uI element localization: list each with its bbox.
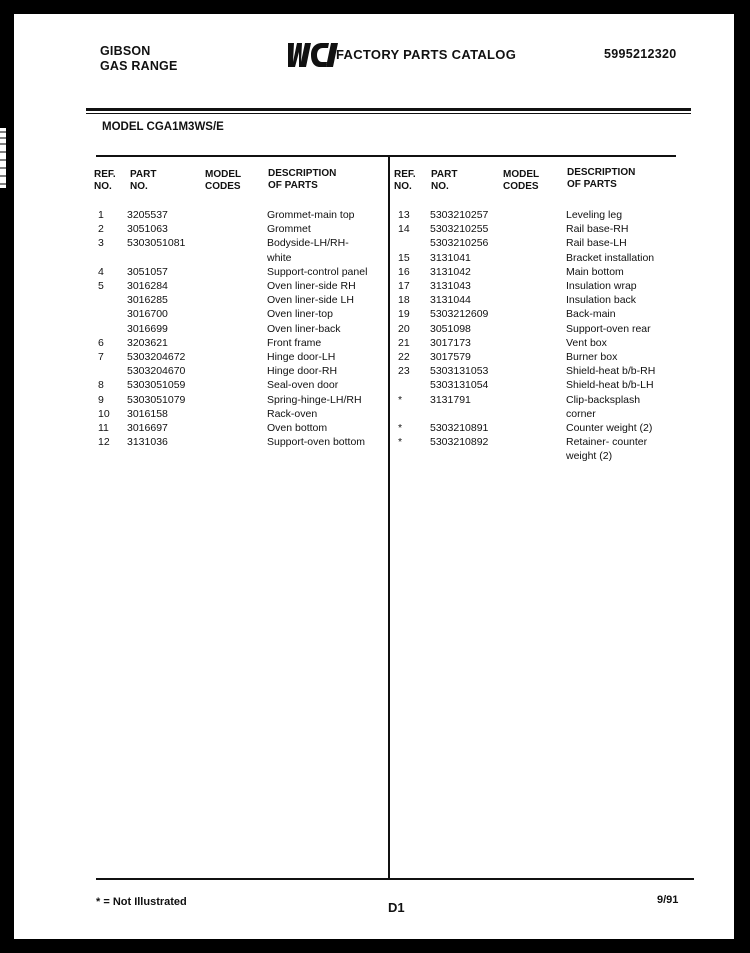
- part-number: 5303051059: [127, 379, 186, 392]
- binding-strip: [0, 128, 6, 188]
- part-description: corner: [566, 407, 596, 420]
- ref-number: 5: [98, 280, 104, 292]
- header-model-codes: MODEL CODES: [205, 169, 242, 192]
- part-description: weight (2): [566, 450, 613, 463]
- part-number: 5303210257: [430, 209, 489, 221]
- part-number: 3051057: [127, 265, 168, 278]
- part-description: Rail base-RH: [566, 223, 629, 236]
- header-model-codes-right: MODEL CODES: [503, 169, 540, 192]
- part-description: Support-oven rear: [566, 322, 651, 335]
- ref-number: *: [398, 436, 403, 449]
- ref-number: 22: [398, 351, 410, 363]
- svg-text:WCI: WCI: [282, 40, 284, 41]
- part-description: Burner box: [566, 351, 618, 363]
- part-number: 3051063: [127, 223, 168, 236]
- ref-number: 16: [398, 265, 410, 278]
- product-type: GAS RANGE: [100, 59, 178, 73]
- not-illustrated-note: * = Not Illustrated: [96, 896, 187, 908]
- part-number: 3016285: [127, 294, 168, 307]
- catalog-number: 5995212320: [604, 47, 677, 61]
- ref-number: 23: [398, 365, 410, 378]
- part-description: white: [267, 251, 292, 264]
- part-description: Shield-heat b/b-LH: [566, 379, 654, 392]
- part-description: Bodyside-LH/RH-: [267, 237, 349, 250]
- ref-number: 1: [98, 209, 104, 221]
- part-number: 3016697: [127, 422, 168, 434]
- part-number: 3203621: [127, 336, 168, 349]
- header-description: DESCRIPTION OF PARTS: [268, 168, 337, 191]
- ref-number: 21: [398, 336, 410, 349]
- header-rule: [86, 108, 691, 111]
- model-number: MODEL CGA1M3WS/E: [102, 121, 224, 133]
- part-description: Retainer- counter: [566, 436, 648, 449]
- part-description: Oven liner-top: [267, 308, 333, 321]
- part-number: 5303210892: [430, 436, 489, 449]
- header-rule-thin: [86, 113, 691, 114]
- part-description: Hinge door-LH: [267, 351, 336, 363]
- part-number: 3016700: [127, 308, 168, 321]
- part-description: Leveling leg: [566, 209, 623, 221]
- part-description: Rack-oven: [267, 407, 318, 420]
- ref-number: 11: [98, 422, 109, 434]
- part-description: Insulation back: [566, 294, 637, 307]
- ref-number: 13: [398, 209, 410, 221]
- part-number: 5303210255: [430, 223, 489, 236]
- part-number: 3016158: [127, 407, 168, 420]
- ref-number: 7: [98, 351, 104, 363]
- catalog-title: FACTORY PARTS CATALOG: [336, 47, 517, 62]
- part-number: 5303210891: [430, 422, 489, 434]
- ref-number: 17: [398, 280, 410, 292]
- header-ref: REF. NO.: [94, 169, 116, 192]
- ref-number: 20: [398, 322, 410, 335]
- ref-number: *: [398, 393, 403, 406]
- ref-number: 8: [98, 379, 104, 392]
- ref-number: 3: [98, 237, 104, 250]
- part-number: 3131041: [430, 251, 471, 264]
- part-description: Grommet: [267, 223, 311, 236]
- part-number: 5303051079: [127, 393, 186, 406]
- part-description: Counter weight (2): [566, 422, 653, 434]
- part-description: Oven liner-back: [267, 322, 341, 335]
- part-description: Oven bottom: [267, 422, 328, 434]
- part-number: 3016699: [127, 322, 168, 335]
- page-number: D1: [388, 900, 405, 915]
- part-description: Front frame: [267, 336, 322, 349]
- revision-date: 9/91: [657, 894, 679, 906]
- part-description: Insulation wrap: [566, 280, 637, 292]
- part-description: Support-oven bottom: [267, 436, 366, 449]
- part-description: Spring-hinge-LH/RH: [267, 393, 362, 406]
- part-number: 3017579: [430, 351, 471, 363]
- part-description: Seal-oven door: [267, 379, 339, 392]
- part-number: 5303131054: [430, 379, 489, 392]
- ref-number: 15: [398, 251, 410, 264]
- part-number: 3205537: [127, 209, 168, 221]
- ref-number: 18: [398, 294, 410, 307]
- ref-number: 14: [398, 223, 410, 236]
- part-number: 5303212609: [430, 308, 489, 321]
- table-top-rule: [96, 155, 676, 157]
- part-number: 3131791: [430, 393, 471, 406]
- ref-number: 6: [98, 336, 104, 349]
- part-description: Rail base-LH: [566, 237, 627, 250]
- ref-number: 4: [98, 265, 104, 278]
- ref-number: *: [398, 422, 403, 434]
- wci-logo: [282, 40, 342, 70]
- part-description: Oven liner-side LH: [267, 294, 354, 307]
- part-description: Clip-backsplash: [566, 393, 641, 406]
- part-number: 5303051081: [127, 237, 186, 250]
- header-ref-right: REF. NO.: [394, 169, 416, 192]
- header-part: PART NO.: [130, 169, 157, 192]
- part-description: Bracket installation: [566, 251, 655, 264]
- part-description: Shield-heat b/b-RH: [566, 365, 656, 378]
- part-number: 3016284: [127, 280, 168, 292]
- brand-name: GIBSON: [100, 44, 151, 58]
- part-number: 5303210256: [430, 237, 489, 250]
- part-description: Hinge door-RH: [267, 365, 338, 378]
- catalog-page: [14, 14, 734, 939]
- part-description: Grommet-main top: [267, 209, 355, 221]
- part-number: 5303204672: [127, 351, 186, 363]
- column-divider: [388, 155, 390, 878]
- table-bottom-rule: [96, 878, 694, 880]
- header-description-right: DESCRIPTION OF PARTS: [567, 167, 636, 190]
- ref-number: 10: [98, 407, 110, 420]
- header-part-right: PART NO.: [431, 169, 458, 192]
- part-number: 3131043: [430, 280, 471, 292]
- part-number: 3017173: [430, 336, 471, 349]
- part-description: Back-main: [566, 308, 616, 321]
- ref-number: 2: [98, 223, 104, 236]
- part-description: Main bottom: [566, 265, 624, 278]
- ref-number: 12: [98, 436, 110, 449]
- part-number: 3131044: [430, 294, 471, 307]
- part-description: Support-control panel: [267, 265, 368, 278]
- ref-number: 9: [98, 393, 104, 406]
- part-number: 3131042: [430, 265, 471, 278]
- part-number: 5303204670: [127, 365, 186, 378]
- part-description: Oven liner-side RH: [267, 280, 356, 292]
- part-number: 5303131053: [430, 365, 489, 378]
- part-number: 3051098: [430, 322, 471, 335]
- part-description: Vent box: [566, 336, 607, 349]
- part-number: 3131036: [127, 436, 168, 449]
- ref-number: 19: [398, 308, 410, 321]
- brand-block: [100, 44, 178, 74]
